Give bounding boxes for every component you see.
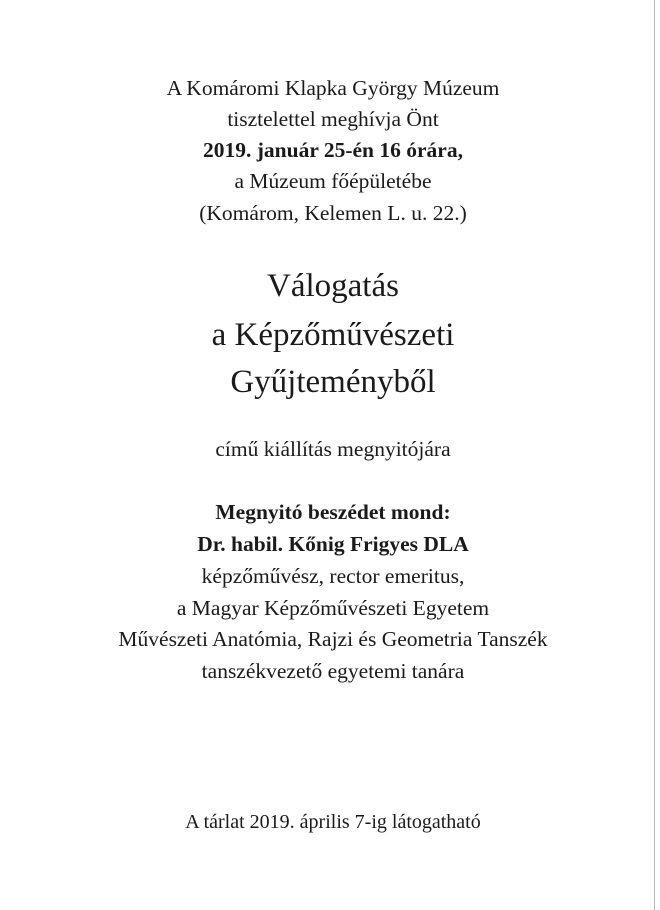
event-address: (Komárom, Kelemen L. u. 22.): [199, 201, 467, 225]
page-edge-divider: [654, 0, 655, 910]
speaker-university: a Magyar Képzőművészeti Egyetem: [176, 596, 490, 620]
speaker-position: tanszékvezető egyetemi tanára: [201, 659, 465, 683]
event-date: 2019. január 25-én 16 órára,: [203, 138, 463, 162]
event-venue: a Múzeum főépületébe: [234, 169, 432, 193]
exhibition-title-line-3: Gyűjteményből: [230, 364, 436, 400]
museum-name: A Komáromi Klapka György Múzeum: [166, 76, 500, 100]
speaker-department: Művészeti Anatómia, Rajzi és Geometria Tanszék: [118, 627, 548, 651]
exhibition-closing-note: A tárlat 2019. április 7-ig látogatható: [185, 811, 481, 833]
exhibition-title-line-2: a Képzőművészeti: [211, 317, 455, 353]
invitation-text: tisztelettel meghívja Önt: [227, 107, 439, 131]
exhibition-title-line-1: Válogatás: [267, 268, 399, 304]
speaker-name: Dr. habil. Kőnig Frigyes DLA: [197, 532, 469, 556]
opening-speech-label: Megnyitó beszédet mond:: [215, 500, 451, 524]
exhibition-subtitle: című kiállítás megnyitójára: [215, 437, 451, 461]
speaker-title: képzőművész, rector emeritus,: [201, 564, 465, 588]
